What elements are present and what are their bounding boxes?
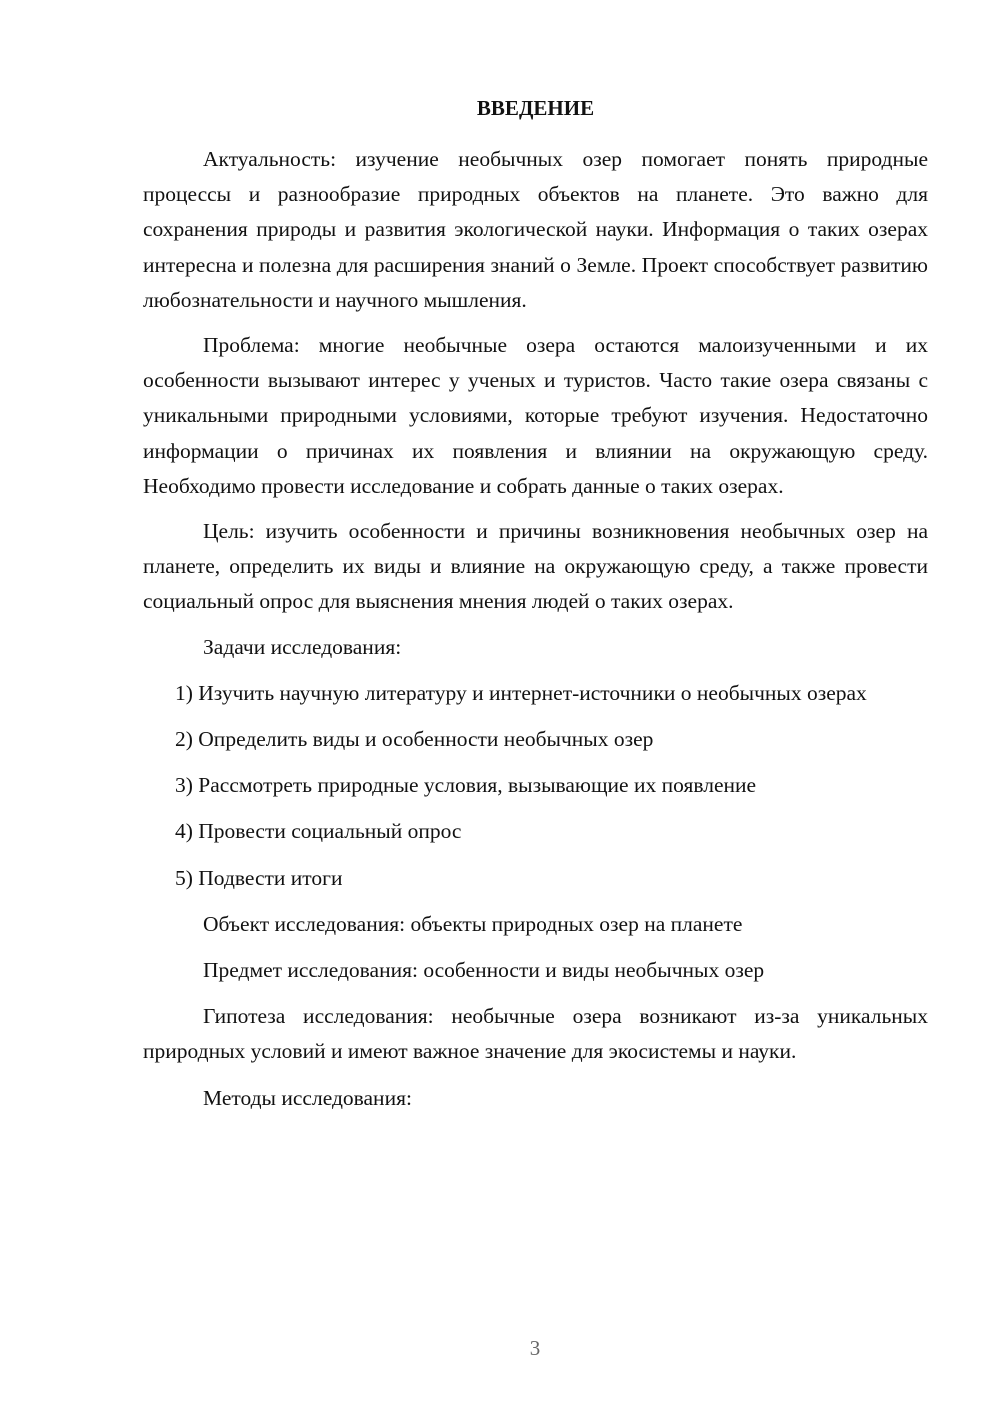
paragraph-hypothesis: Гипотеза исследования: необычные озера возникают из-за уникальных природных условий и имеют важное значение для экосистемы и науки.: [143, 1004, 928, 1064]
paragraph-subject: Предмет исследования: особенности и виды необычных озер: [203, 958, 765, 983]
page-number: 3: [529, 1336, 541, 1360]
paragraph-object: Объект исследования: объекты природных озер на планете: [203, 911, 743, 936]
task-item-3: 3) Рассмотреть природные условия, вызывающие их появление: [175, 773, 757, 798]
task-item-2: 2) Определить виды и особенности необычных озер: [175, 727, 654, 752]
paragraph-relevance: Актуальность: изучение необычных озер помогает понять природные процессы и разнообразие природных объектов на планете. Это важно для сохранения природы и развития экологической науки. Информация о таких озерах интересна и полезна для расширения знаний о Земле. Проект способствует развитию любознательности и научного мышления.: [143, 147, 928, 312]
paragraph-problem: Проблема: многие необычные озера остаются малоизученными и их особенности вызывают интерес у ученых и туристов. Часто такие озера связаны с уникальными природными условиями, которые требуют изучения. Недостаточно информации о причинах их появления и влиянии на окружающую среду. Необходимо провести исследование и собрать данные о таких озерах.: [143, 333, 928, 498]
paragraph-goal: Цель: изучить особенности и причины возникновения необычных озер на планете, определить их виды и влияние на окружающую среду, а также провести социальный опрос для выяснения мнения людей о таких озерах.: [143, 519, 928, 614]
document-body: [143, 142, 928, 1116]
task-item-5: 5) Подвести итоги: [175, 865, 343, 890]
task-item-1: 1) Изучить научную литературу и интернет-источники о необычных озерах: [175, 680, 867, 705]
page-title: ВВЕДЕНИЕ: [476, 96, 595, 120]
task-item-4: 4) Провести социальный опрос: [175, 819, 462, 844]
tasks-title: Задачи исследования:: [203, 634, 402, 659]
methods-title: Методы исследования:: [203, 1085, 412, 1110]
